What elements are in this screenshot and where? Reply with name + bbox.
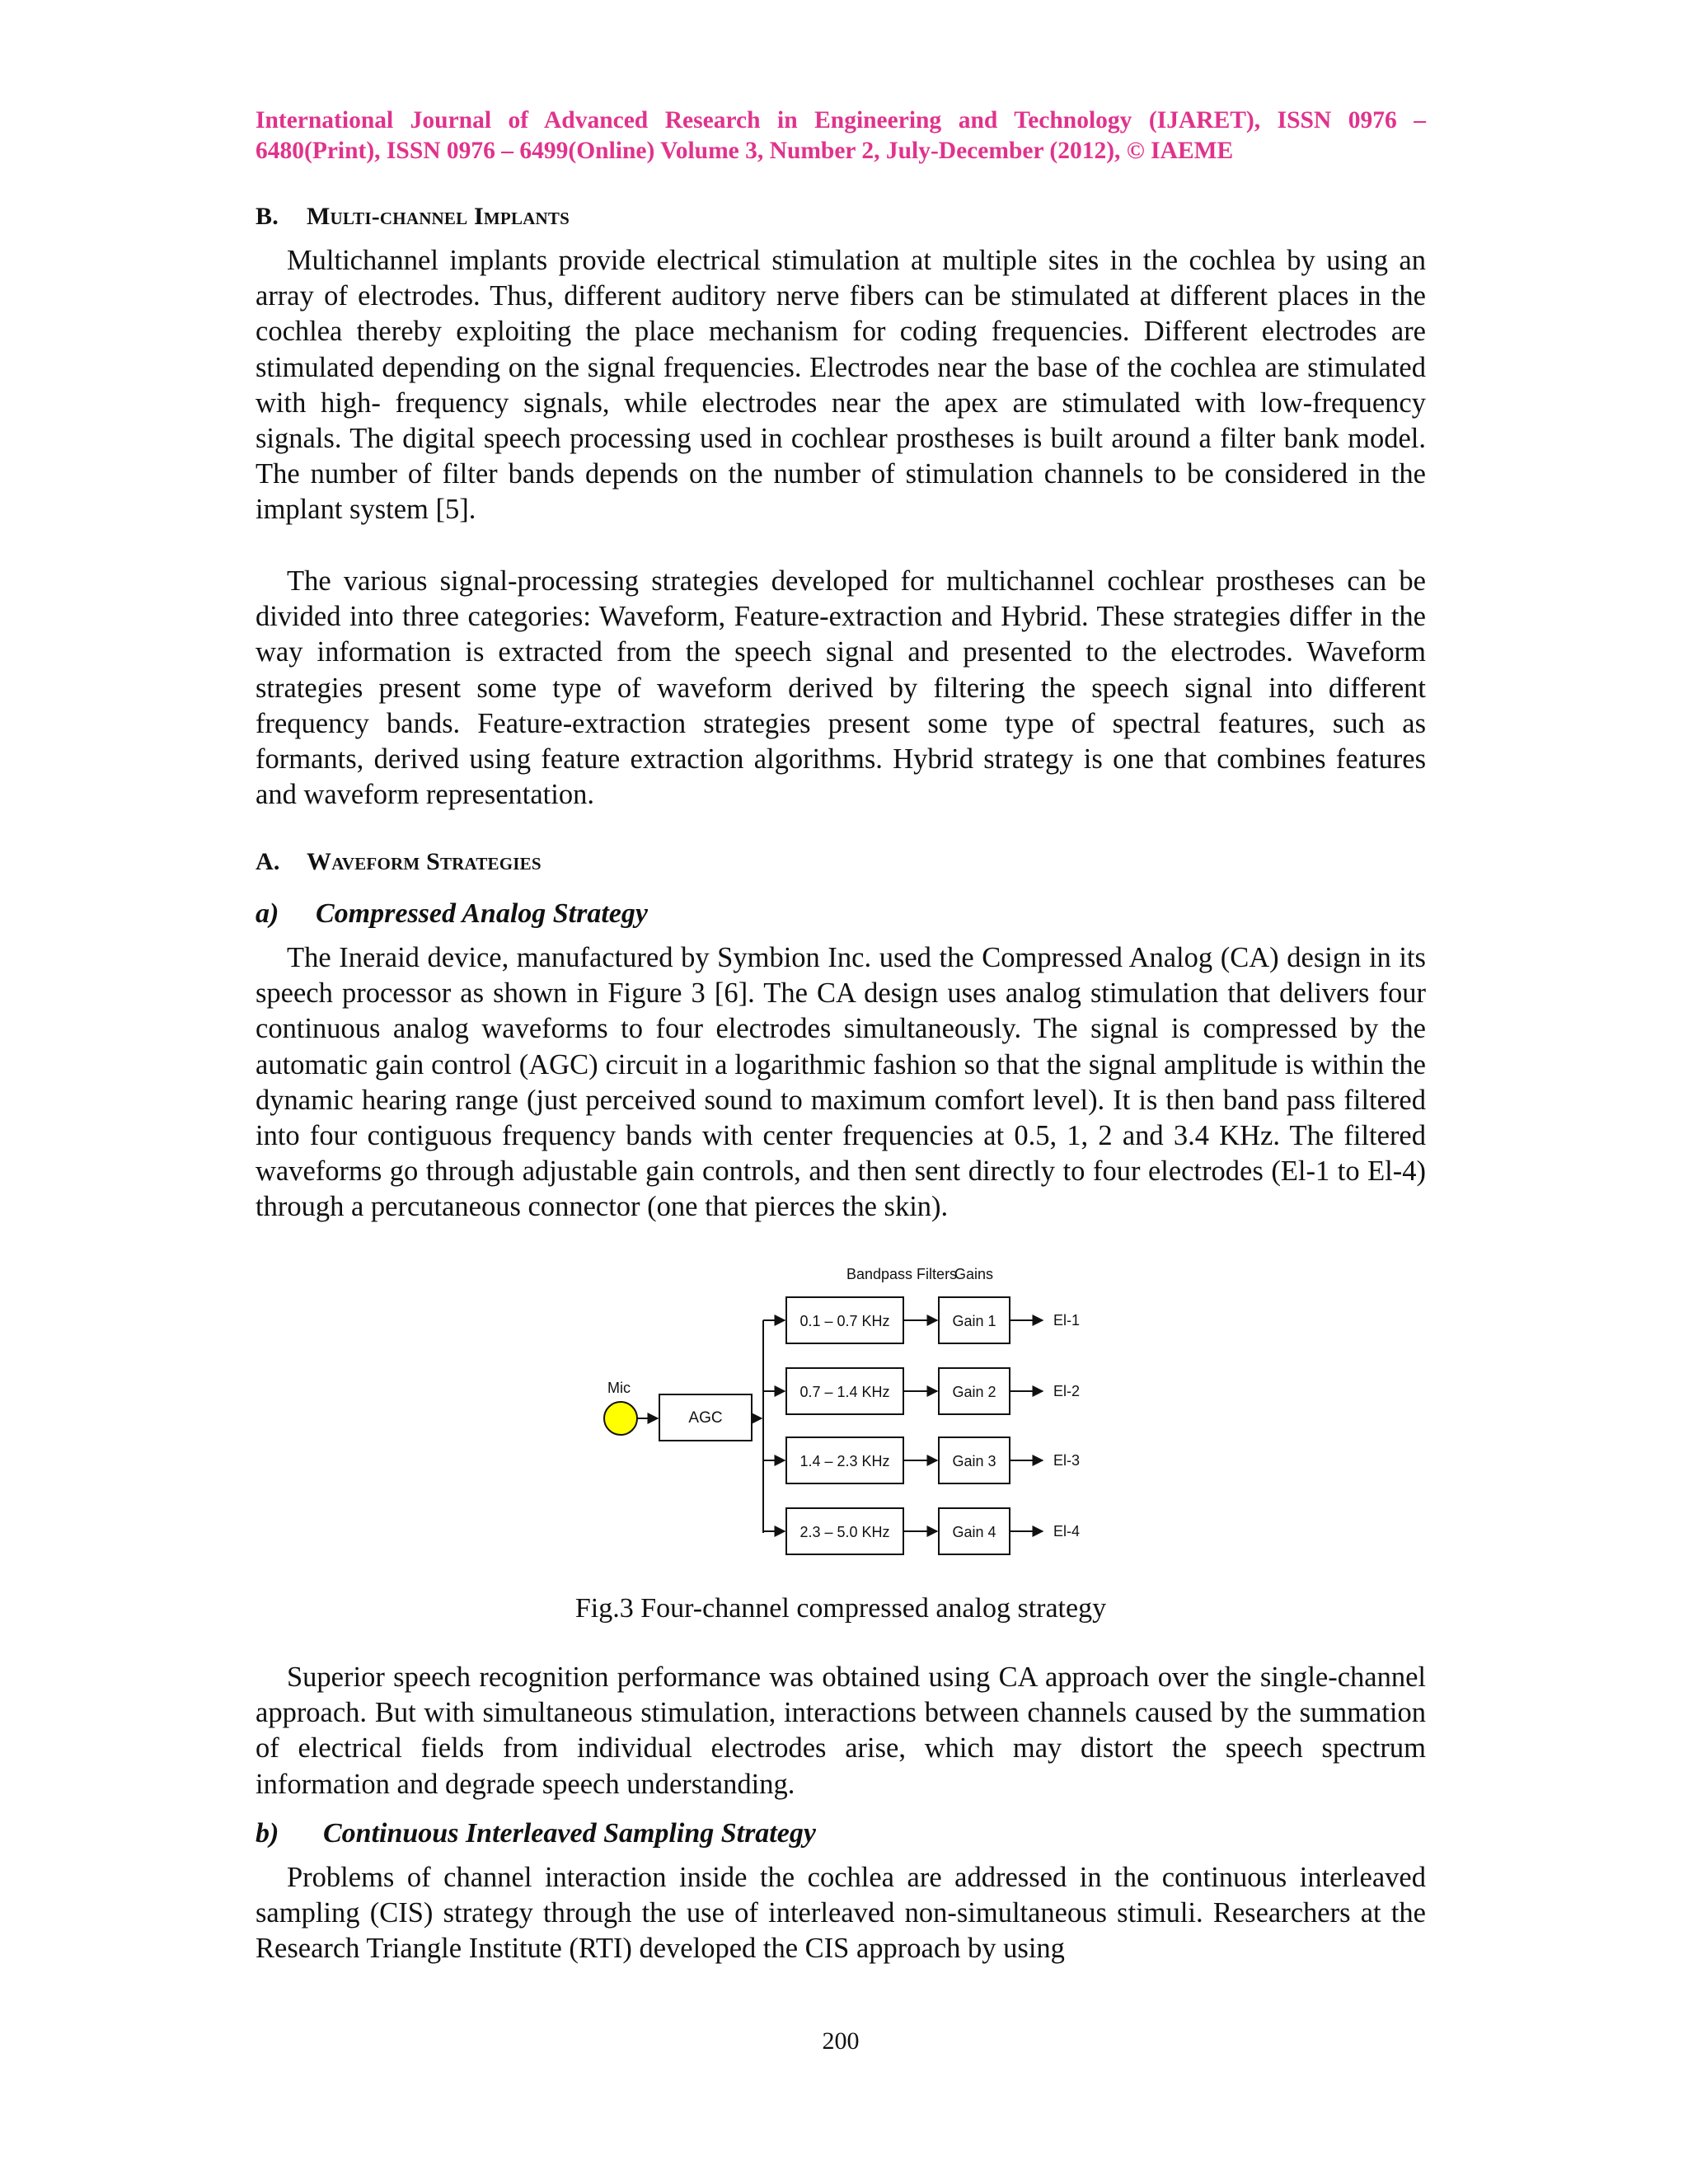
subsection-title: Compressed Analog Strategy [316, 898, 648, 929]
gains-header: Gains [954, 1266, 994, 1282]
paragraph-multichannel-intro: Multichannel implants provide electrical stimulation at multiple sites in the cochlea by using an array of electrodes. Thus, different auditory nerve fibers can be stimulated at different places in the cochlea thereby exploiting the place mechanism for coding frequencies. Different electrodes are stimulated depending on the signal frequencies. Electrodes near the base of the cochlea are stimulated with high- frequency signals, while electrodes near the apex are stimulated with low-frequency signals. The digital speech processing used in cochlear prostheses is built around a filter bank model. The number of filter bands depends on the number of stimulation channels to be considered in the implant system [5]. [256, 245, 1426, 526]
gain-label: Gain 4 [952, 1524, 996, 1540]
bandpass-filter-label: 0.1 – 0.7 KHz [799, 1313, 890, 1329]
microphone-icon [604, 1402, 637, 1435]
electrode-label: El-3 [1053, 1452, 1081, 1469]
section-heading-multichannel [256, 203, 570, 231]
electrode-label: El-2 [1053, 1383, 1081, 1399]
paragraph-strategy-categories: The various signal-processing strategies developed for multichannel cochlear prostheses can be divided into three categories: Waveform, Feature-extraction and Hybrid. These strategies differ in the way information is extracted from the speech signal and presented to the electrodes. Waveform strategies present some type of waveform derived by filtering the speech signal into different frequency bands. Feature-extraction strategies present some type of spectral features, such as formants, derived using feature extraction algorithms. Hybrid strategy is one that combines features and waveform representation. [256, 565, 1426, 811]
subsection-label: b) [256, 1818, 279, 1849]
subsection-heading-compressed-analog [256, 898, 648, 930]
section-heading-waveform [256, 848, 542, 876]
bandpass-filter-label: 1.4 – 2.3 KHz [799, 1453, 890, 1469]
section-title: Waveform Strategies [307, 848, 542, 875]
section-label: B. [256, 203, 279, 230]
page-number: 200 [822, 2027, 860, 2055]
subsection-title: Continuous Interleaved Sampling Strategy [323, 1818, 816, 1849]
subsection-label: a) [256, 898, 279, 929]
agc-label: AGC [688, 1409, 723, 1427]
subsection-heading-cis [256, 1818, 816, 1849]
section-label: A. [256, 848, 280, 875]
bandpass-filter-label: 2.3 – 5.0 KHz [799, 1524, 890, 1540]
mic-label: Mic [607, 1380, 631, 1396]
channel-row [763, 1297, 1080, 1343]
filter-channels [763, 1297, 1080, 1554]
channel-row [763, 1368, 1080, 1414]
bandpass-filters-header: Bandpass Filters [846, 1266, 958, 1282]
paragraph-cis: Problems of channel interaction inside the cochlea are addressed in the continuous interleaved sampling (CIS) strategy through the use of interleaved non-simultaneous stimuli. Researchers at the Research Triangle Institute (RTI) developed the CIS approach by using [256, 1862, 1426, 1965]
electrode-label: El-1 [1053, 1312, 1081, 1329]
paragraph-compressed-analog: The Ineraid device, manufactured by Symbion Inc. used the Compressed Analog (CA) design in its speech processor as shown in Figure 3 [6]. The CA design uses analog stimulation that delivers four continuous analog waveforms to four electrodes simultaneously. The signal is compressed by the automatic gain control (AGC) circuit in a logarithmic fashion so that the signal amplitude is within the dynamic hearing range (just perceived sound to maximum comfort level). It is then band pass filtered into four contiguous frequency bands with center frequencies at 0.5, 1, 2 and 3.4 KHz. The filtered waveforms go through adjustable gain controls, and then sent directly to four electrodes (El-1 to El-4) through a percutaneous connector (one that pierces the skin). [256, 942, 1426, 1223]
gain-label: Gain 3 [952, 1453, 996, 1469]
figure-3-caption: Fig.3 Four-channel compressed analog strategy [574, 1593, 1107, 1624]
figure-3-block-diagram [256, 1261, 1426, 1574]
gain-label: Gain 2 [952, 1384, 996, 1400]
channel-row [763, 1508, 1080, 1554]
journal-header: International Journal of Advanced Research in Engineering and Technology (IJARET), ISSN 0976 – 6480(Print), ISSN 0976 – 6499(Online) Volume 3, Number 2, July-December (2012), © IAEME [256, 107, 1426, 164]
section-title: Multi-channel Implants [307, 203, 570, 230]
electrode-label: El-4 [1053, 1523, 1081, 1540]
paragraph-ca-performance: Superior speech recognition performance was obtained using CA approach over the single-channel approach. But with simultaneous stimulation, interactions between channels caused by the summation of electrical fields from individual electrodes arise, which may distort the speech spectrum information and degrade speech understanding. [256, 1661, 1426, 1800]
bandpass-filter-label: 0.7 – 1.4 KHz [799, 1384, 890, 1400]
channel-row [763, 1437, 1080, 1483]
gain-label: Gain 1 [952, 1313, 996, 1329]
